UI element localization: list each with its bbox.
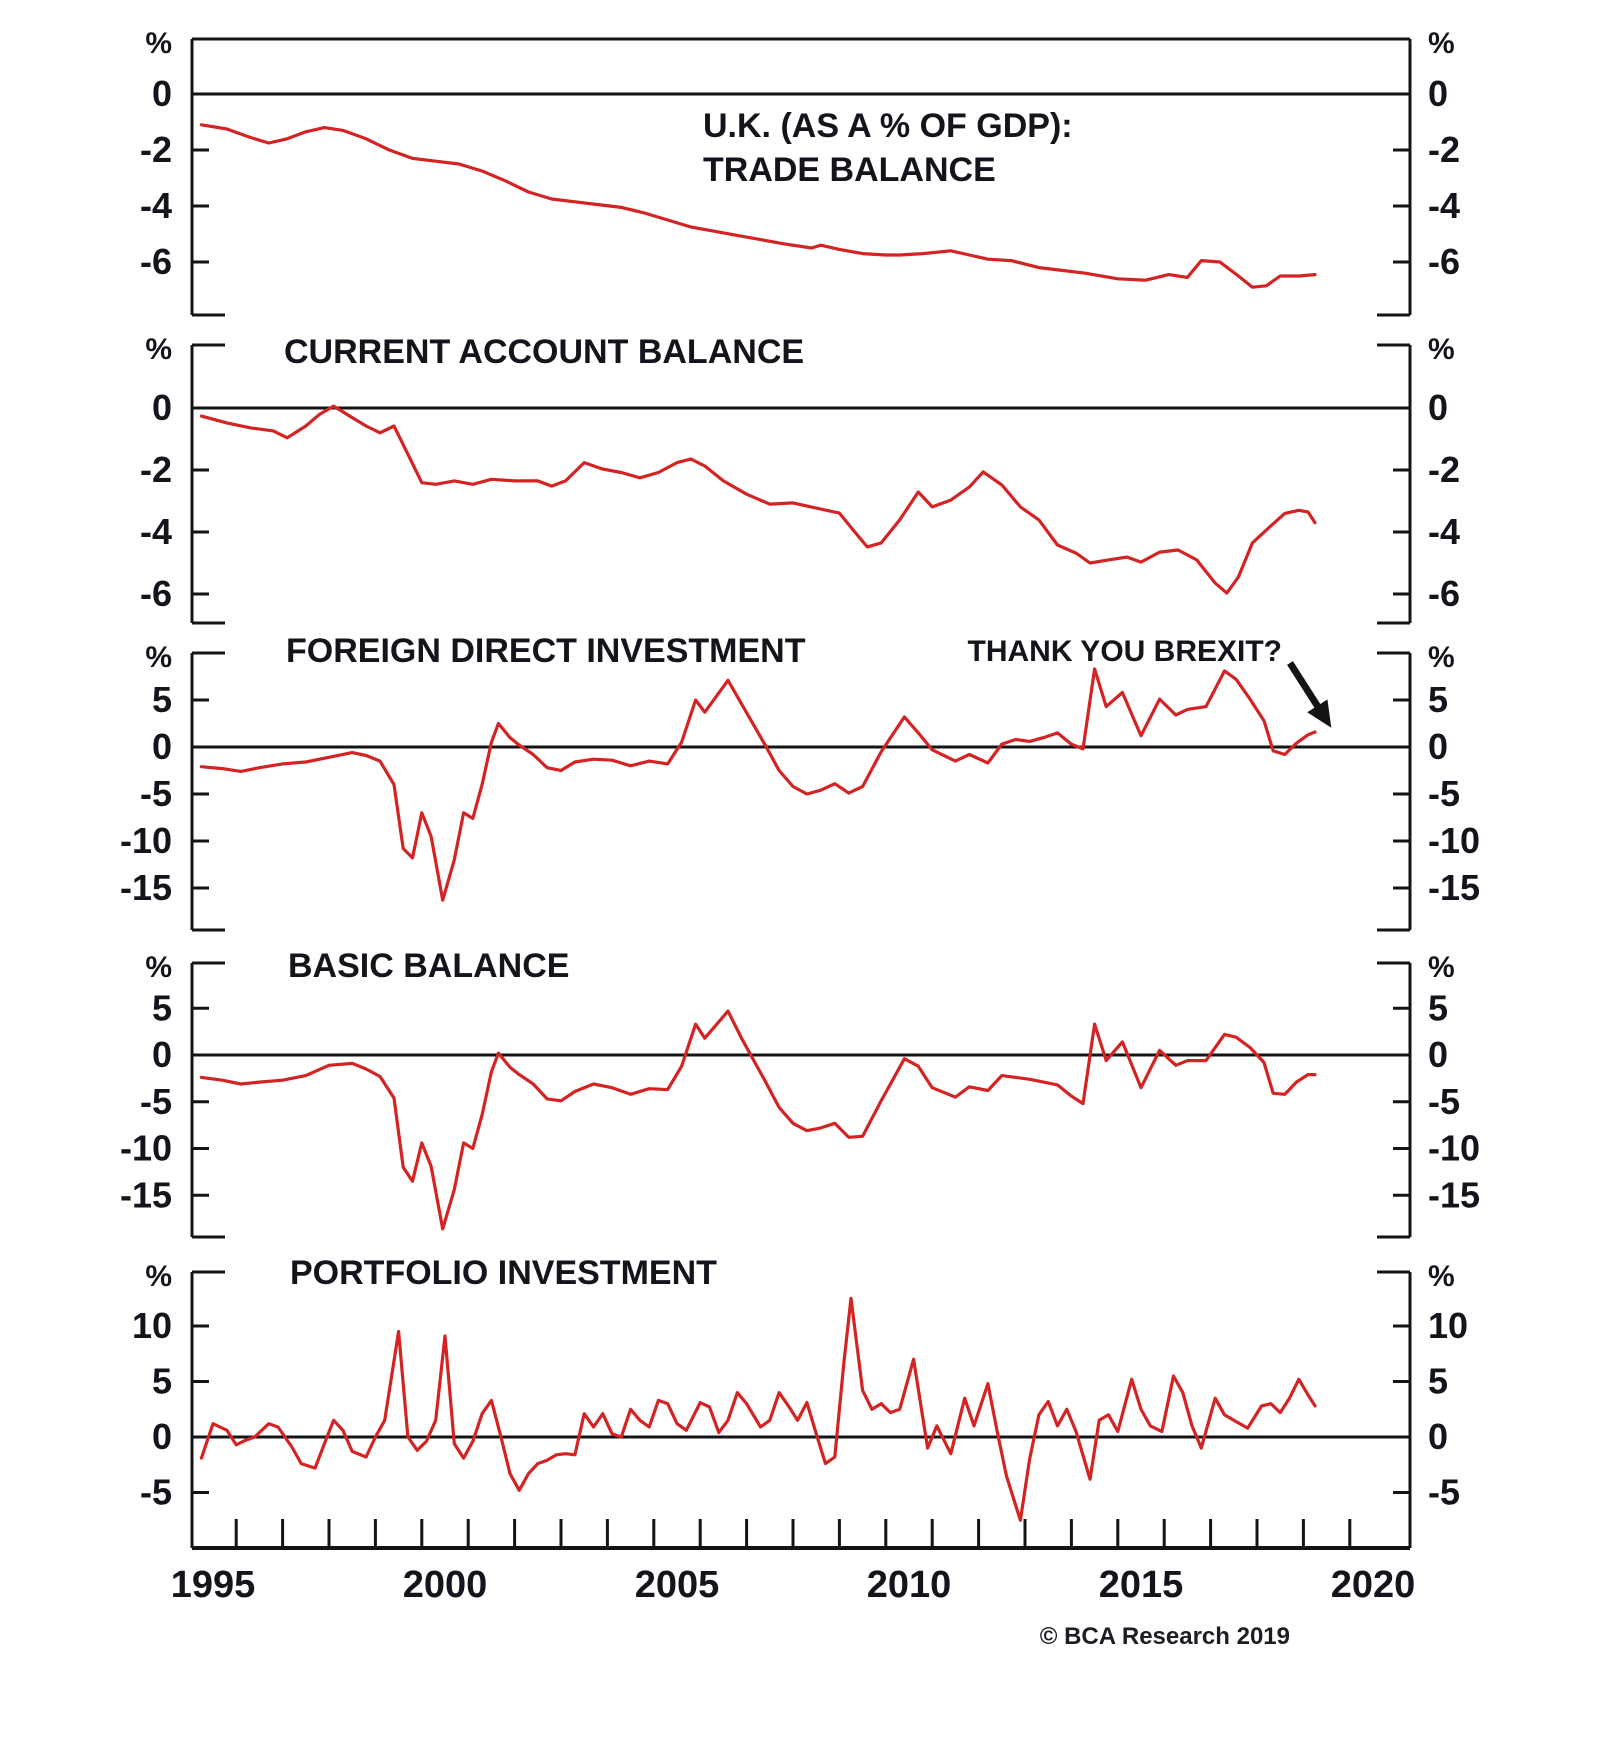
- y-tick-label-left-trade-balance: -6: [139, 241, 172, 282]
- y-tick-label-left-foreign-direct-investment: -10: [119, 820, 172, 861]
- y-tick-label-right-current-account-balance: -4: [1428, 511, 1461, 552]
- x-tick-label-2020: 2020: [1330, 1564, 1416, 1606]
- y-tick-label-right-basic-balance: 0: [1428, 1034, 1449, 1075]
- y-tick-label-left-trade-balance: -2: [139, 129, 172, 170]
- y-axis-percent-left-current-account-balance: %: [145, 333, 172, 366]
- y-axis-percent-right-foreign-direct-investment: %: [1428, 641, 1455, 674]
- x-tick-label-2015: 2015: [1098, 1564, 1184, 1606]
- y-tick-label-left-basic-balance: -15: [119, 1174, 172, 1216]
- y-axis-percent-right-trade-balance: %: [1428, 27, 1455, 60]
- data-line-basic-balance: [201, 1011, 1315, 1229]
- y-tick-label-left-portfolio-investment: 10: [131, 1305, 172, 1346]
- y-axis-percent-right-current-account-balance: %: [1428, 333, 1455, 366]
- y-tick-label-right-current-account-balance: -2: [1428, 449, 1461, 490]
- y-tick-label-left-current-account-balance: -2: [139, 449, 172, 490]
- y-axis-percent-right-basic-balance: %: [1428, 951, 1455, 984]
- y-tick-label-right-trade-balance: -4: [1428, 185, 1461, 226]
- y-tick-label-right-portfolio-investment: -5: [1428, 1471, 1461, 1513]
- y-tick-label-right-portfolio-investment: 10: [1428, 1305, 1469, 1346]
- y-tick-label-right-basic-balance: -10: [1428, 1127, 1481, 1169]
- y-tick-label-left-basic-balance: 0: [151, 1034, 172, 1075]
- y-tick-label-left-portfolio-investment: 0: [151, 1416, 172, 1457]
- y-axis-percent-left-foreign-direct-investment: %: [145, 641, 172, 674]
- y-tick-label-right-foreign-direct-investment: -15: [1428, 867, 1481, 908]
- y-tick-label-left-foreign-direct-investment: 5: [151, 679, 172, 720]
- y-tick-label-left-trade-balance: 0: [151, 73, 172, 114]
- y-tick-label-left-portfolio-investment: 5: [151, 1360, 172, 1402]
- copyright-note: © BCA Research 2019: [1039, 1623, 1290, 1650]
- x-tick-label-2000: 2000: [402, 1564, 488, 1606]
- y-tick-label-right-basic-balance: -15: [1428, 1174, 1481, 1216]
- x-tick-label-2005: 2005: [634, 1564, 720, 1606]
- y-tick-label-left-current-account-balance: -4: [139, 511, 172, 552]
- y-tick-label-right-basic-balance: 5: [1428, 987, 1449, 1029]
- y-tick-label-left-basic-balance: -5: [139, 1080, 172, 1122]
- y-tick-label-left-portfolio-investment: -5: [139, 1471, 172, 1513]
- y-axis-percent-right-portfolio-investment: %: [1428, 1260, 1455, 1293]
- y-tick-label-right-foreign-direct-investment: 5: [1428, 679, 1449, 720]
- brexit-arrow-icon: [1290, 663, 1320, 710]
- y-tick-label-right-foreign-direct-investment: -5: [1428, 773, 1461, 814]
- x-tick-label-1995: 1995: [170, 1564, 256, 1606]
- y-tick-label-right-current-account-balance: 0: [1428, 387, 1449, 428]
- data-line-portfolio-investment: [201, 1298, 1315, 1520]
- panel-title-trade-balance-line1: U.K. (AS A % OF GDP):: [703, 107, 1073, 145]
- y-tick-label-right-portfolio-investment: 5: [1428, 1360, 1449, 1402]
- y-tick-label-left-current-account-balance: 0: [151, 387, 172, 428]
- y-axis-percent-left-trade-balance: %: [145, 27, 172, 60]
- y-tick-label-right-trade-balance: -6: [1428, 241, 1461, 282]
- data-line-foreign-direct-investment: [201, 669, 1315, 900]
- y-tick-label-left-basic-balance: 5: [151, 987, 172, 1029]
- y-tick-label-right-trade-balance: 0: [1428, 73, 1449, 114]
- y-axis-percent-left-portfolio-investment: %: [145, 1260, 172, 1293]
- y-tick-label-left-foreign-direct-investment: -15: [119, 867, 172, 908]
- data-line-current-account-balance: [201, 406, 1315, 593]
- panel-title-trade-balance-line2: TRADE BALANCE: [703, 151, 996, 189]
- panel-title-basic-balance: BASIC BALANCE: [288, 947, 570, 985]
- y-tick-label-right-foreign-direct-investment: -10: [1428, 820, 1481, 861]
- panel-title-foreign-direct-investment: FOREIGN DIRECT INVESTMENT: [286, 632, 806, 670]
- data-line-trade-balance: [201, 125, 1315, 287]
- axes-and-series-layer: [120, 27, 1480, 1606]
- y-tick-label-left-basic-balance: -10: [119, 1127, 172, 1169]
- y-axis-percent-left-basic-balance: %: [145, 951, 172, 984]
- panel-title-current-account-balance: CURRENT ACCOUNT BALANCE: [284, 333, 805, 371]
- y-tick-label-left-current-account-balance: -6: [139, 573, 172, 614]
- y-tick-label-right-current-account-balance: -6: [1428, 573, 1461, 614]
- panel-title-portfolio-investment: PORTFOLIO INVESTMENT: [290, 1254, 717, 1292]
- y-tick-label-right-foreign-direct-investment: 0: [1428, 726, 1449, 767]
- x-tick-label-2010: 2010: [866, 1564, 952, 1606]
- y-tick-label-right-basic-balance: -5: [1428, 1080, 1461, 1122]
- y-tick-label-right-portfolio-investment: 0: [1428, 1416, 1449, 1457]
- y-tick-label-right-trade-balance: -2: [1428, 129, 1461, 170]
- brexit-annotation-label: THANK YOU BREXIT?: [967, 635, 1282, 668]
- y-tick-label-left-foreign-direct-investment: -5: [139, 773, 172, 814]
- y-tick-label-left-foreign-direct-investment: 0: [151, 726, 172, 767]
- y-tick-label-left-trade-balance: -4: [139, 185, 172, 226]
